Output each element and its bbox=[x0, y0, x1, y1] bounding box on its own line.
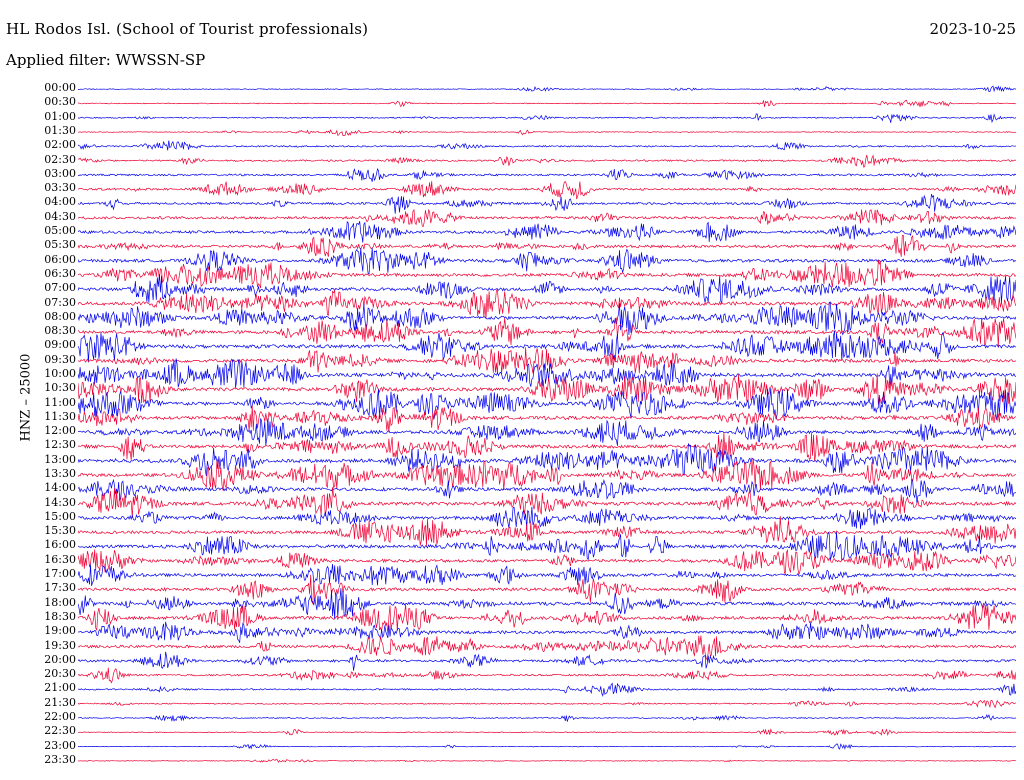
seismic-trace bbox=[78, 652, 1016, 671]
time-label: 05:30 bbox=[44, 238, 76, 252]
time-label: 20:30 bbox=[44, 667, 76, 681]
seismic-trace bbox=[78, 744, 1016, 749]
seismic-trace bbox=[78, 715, 1016, 722]
time-label: 06:00 bbox=[44, 252, 76, 266]
time-label: 04:30 bbox=[44, 209, 76, 223]
time-label: 10:00 bbox=[44, 366, 76, 380]
record-date: 2023-10-25 bbox=[929, 20, 1016, 38]
time-label: 14:00 bbox=[44, 481, 76, 495]
time-label: 00:00 bbox=[44, 81, 76, 95]
time-label: 16:00 bbox=[44, 538, 76, 552]
seismic-trace bbox=[78, 248, 1016, 274]
seismic-trace bbox=[78, 700, 1016, 707]
seismic-trace bbox=[78, 155, 1016, 167]
seismic-trace bbox=[78, 235, 1016, 256]
seismic-trace bbox=[78, 458, 1016, 491]
time-label: 03:30 bbox=[44, 181, 76, 195]
time-label: 22:00 bbox=[44, 709, 76, 723]
time-label: 01:30 bbox=[44, 124, 76, 138]
time-label: 16:30 bbox=[44, 552, 76, 566]
time-label: 23:30 bbox=[44, 752, 76, 766]
seismic-trace bbox=[78, 141, 1016, 151]
seismic-trace bbox=[78, 359, 1016, 389]
time-label: 00:30 bbox=[44, 95, 76, 109]
time-label: 10:30 bbox=[44, 381, 76, 395]
seismic-trace bbox=[78, 130, 1016, 136]
seismic-trace bbox=[78, 564, 1016, 586]
time-label: 07:30 bbox=[44, 295, 76, 309]
time-label: 23:00 bbox=[44, 738, 76, 752]
seismic-trace bbox=[78, 373, 1016, 404]
seismic-trace bbox=[78, 729, 1016, 735]
seismic-trace bbox=[78, 479, 1016, 503]
page-title: HL Rodos Isl. (School of Tourist professionals) bbox=[6, 20, 369, 38]
time-label: 21:00 bbox=[44, 681, 76, 695]
time-label: 18:00 bbox=[44, 595, 76, 609]
time-label: 14:30 bbox=[44, 495, 76, 509]
y-axis-label: HNZ – 25000 bbox=[18, 353, 34, 442]
time-label: 21:30 bbox=[44, 695, 76, 709]
time-label: 11:00 bbox=[44, 395, 76, 409]
time-label: 13:30 bbox=[44, 467, 76, 481]
time-label: 19:00 bbox=[44, 624, 76, 638]
time-label: 12:30 bbox=[44, 438, 76, 452]
time-label: 08:30 bbox=[44, 324, 76, 338]
time-label: 17:00 bbox=[44, 567, 76, 581]
time-label: 02:00 bbox=[44, 138, 76, 152]
time-label: 20:00 bbox=[44, 652, 76, 666]
time-label: 11:30 bbox=[44, 409, 76, 423]
time-axis bbox=[22, 82, 76, 768]
trace-canvas bbox=[78, 82, 1016, 768]
seismic-trace bbox=[78, 588, 1016, 619]
seismic-trace bbox=[78, 209, 1016, 226]
time-label: 01:00 bbox=[44, 109, 76, 123]
time-label: 08:00 bbox=[44, 309, 76, 323]
time-label: 15:30 bbox=[44, 524, 76, 538]
seismic-trace bbox=[78, 622, 1016, 643]
time-label: 05:00 bbox=[44, 224, 76, 238]
time-label: 04:00 bbox=[44, 195, 76, 209]
filter-label: Applied filter: WWSSN-SP bbox=[6, 51, 206, 69]
seismic-trace bbox=[78, 169, 1016, 182]
seismic-trace bbox=[78, 100, 1016, 107]
seismic-trace bbox=[78, 181, 1016, 199]
seismic-trace bbox=[78, 759, 1016, 762]
time-label: 17:30 bbox=[44, 581, 76, 595]
time-label: 02:30 bbox=[44, 152, 76, 166]
seismic-trace bbox=[78, 507, 1016, 529]
time-label: 03:00 bbox=[44, 166, 76, 180]
time-label: 09:30 bbox=[44, 352, 76, 366]
time-label: 22:30 bbox=[44, 724, 76, 738]
helicorder-plot bbox=[78, 82, 1016, 768]
time-label: 07:00 bbox=[44, 281, 76, 295]
time-label: 06:30 bbox=[44, 266, 76, 280]
time-label: 19:30 bbox=[44, 638, 76, 652]
seismic-trace bbox=[78, 668, 1016, 683]
seismic-trace bbox=[78, 86, 1016, 92]
seismic-trace bbox=[78, 636, 1016, 661]
seismic-trace bbox=[78, 418, 1016, 446]
seismic-trace bbox=[78, 575, 1016, 604]
time-label: 15:00 bbox=[44, 509, 76, 523]
seismic-trace bbox=[78, 388, 1016, 420]
seismic-trace bbox=[78, 532, 1016, 560]
time-label: 12:00 bbox=[44, 424, 76, 438]
seismic-trace bbox=[78, 221, 1016, 242]
time-label: 18:30 bbox=[44, 609, 76, 623]
time-label: 09:00 bbox=[44, 338, 76, 352]
seismic-trace bbox=[78, 683, 1016, 695]
seismic-trace bbox=[78, 114, 1016, 123]
time-label: 13:00 bbox=[44, 452, 76, 466]
